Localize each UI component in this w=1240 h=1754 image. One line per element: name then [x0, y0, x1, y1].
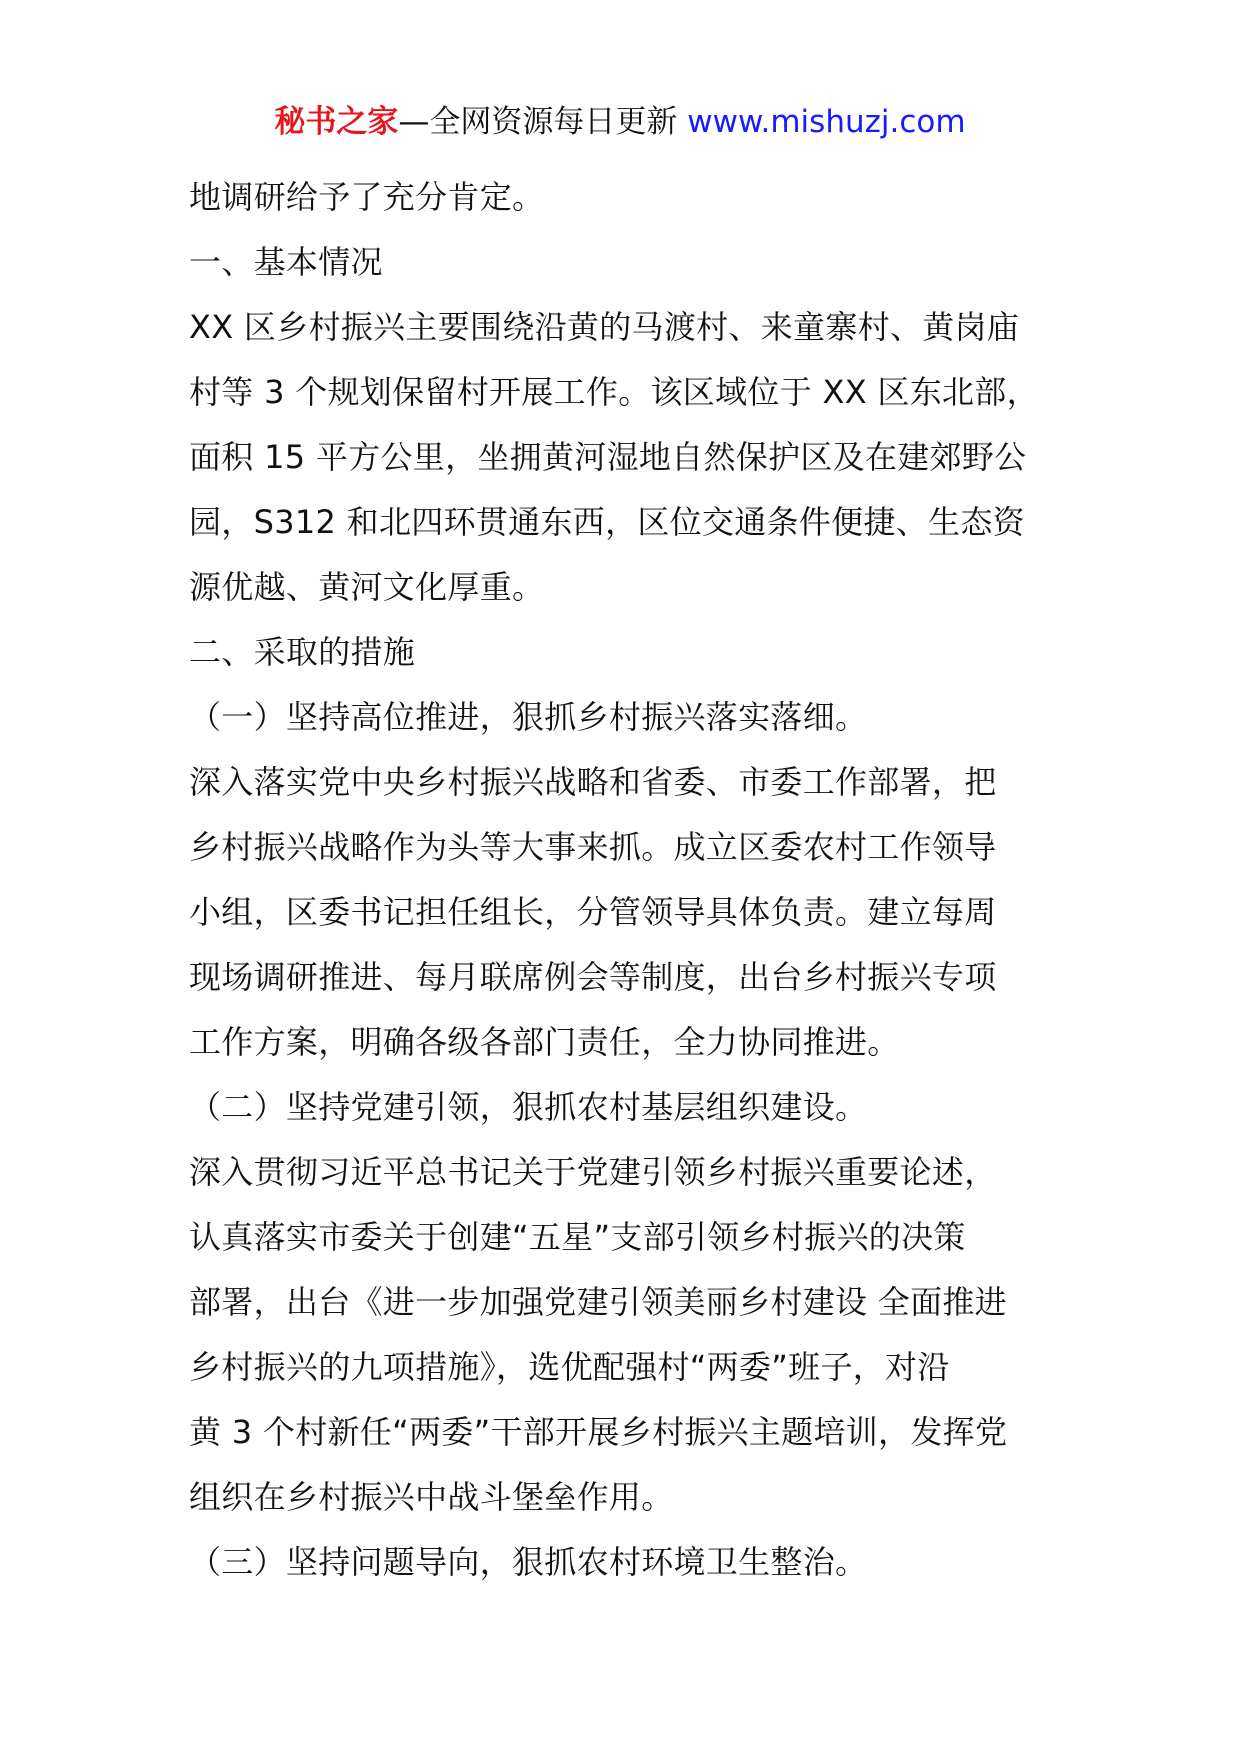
header-tagline: —全网资源每日更新	[398, 104, 688, 140]
text-line: 认真落实市委关于创建“五星”支部引领乡村振兴的决策	[189, 1218, 966, 1256]
text-line: 乡村振兴战略作为头等大事来抓。成立区委农村工作领导	[189, 828, 997, 866]
text-line: 工作方案，明确各级各部门责任，全力协同推进。	[189, 1023, 900, 1061]
brand-name: 秘书之家	[274, 104, 399, 140]
text-line: 深入贯彻习近平总书记关于党建引领乡村振兴重要论述，	[189, 1153, 997, 1191]
subsection-heading-2: （二）坚持党建引领，狠抓农村基层组织建设。	[189, 1088, 868, 1126]
site-url-link[interactable]: www.mishuzj.com	[687, 104, 966, 140]
subsection-heading-3: （三）坚持问题导向，狠抓农村环境卫生整治。	[189, 1543, 868, 1581]
page-header	[0, 100, 1240, 144]
subsection-heading-1: （一）坚持高位推进，狠抓乡村振兴落实落细。	[189, 698, 868, 736]
text-line: 现场调研推进、每月联席例会等制度，出台乡村振兴专项	[189, 958, 997, 996]
text-line: 地调研给予了充分肯定。	[189, 178, 545, 216]
text-line: 部署，出台《进一步加强党建引领美丽乡村建设 全面推进	[189, 1283, 1007, 1321]
section-heading-basic-situation: 一、基本情况	[189, 243, 383, 281]
section-heading-measures: 二、采取的措施	[189, 633, 416, 671]
text-line: 园，S312 和北四环贯通东西，区位交通条件便捷、生态资	[189, 503, 1025, 541]
text-line: 组织在乡村振兴中战斗堡垒作用。	[189, 1478, 674, 1516]
text-line: 乡村振兴的九项措施》，选优配强村“两委”班子，对沿	[189, 1348, 950, 1386]
text-line: 面积 15 平方公里，坐拥黄河湿地自然保护区及在建郊野公	[189, 438, 1027, 476]
text-line: 深入落实党中央乡村振兴战略和省委、市委工作部署，把	[189, 763, 997, 801]
text-line: 小组，区委书记担任组长，分管领导具体负责。建立每周	[189, 893, 997, 931]
text-line: 村等 3 个规划保留村开展工作。该区域位于 XX 区东北部，	[189, 373, 1039, 411]
text-line: XX 区乡村振兴主要围绕沿黄的马渡村、来童寨村、黄岗庙	[189, 308, 1020, 346]
text-line: 黄 3 个村新任“两委”干部开展乡村振兴主题培训，发挥党	[189, 1413, 1008, 1451]
document-body	[189, 165, 1064, 1595]
text-line: 源优越、黄河文化厚重。	[189, 568, 545, 606]
